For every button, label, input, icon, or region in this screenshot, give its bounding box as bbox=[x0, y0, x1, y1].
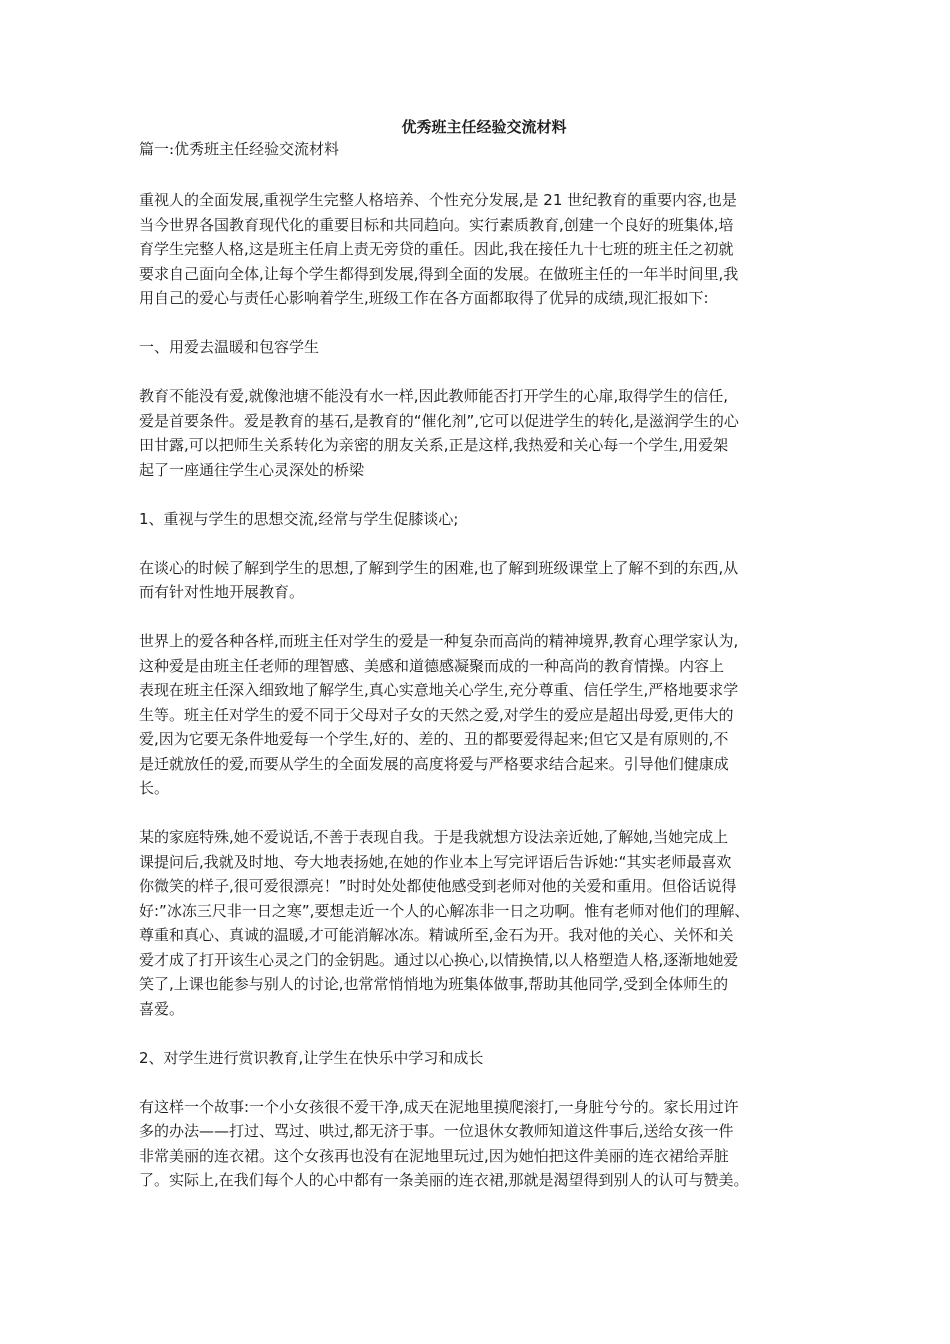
paragraph-line: 是迁就放任的爱,而要从学生的全面发展的高度将爱与严格要求结合起来。引导他们健康成 bbox=[139, 754, 729, 773]
paragraph-line: 好:”冰冻三尺非一日之寒”,要想走近一个人的心解冻非一日之功啊。惟有老师对他们的理解、 bbox=[139, 901, 750, 920]
body-paragraph bbox=[139, 629, 829, 801]
paragraph-line: 要求自己面向全体,让每个学生都得到发展,得到全面的发展。在做班主任的一年半时间里,我 bbox=[139, 264, 739, 283]
paragraph-line: 育学生完整人格,这是班主任肩上责无旁贷的重任。因此,我在接任九十七班的班主任之初就 bbox=[139, 240, 734, 258]
paragraph-line: 笑了,上课也能参与别人的讨论,也常常悄悄地为班集体做事,帮助其他同学,受到全体师生的 bbox=[139, 975, 729, 993]
paragraph-line: 表现在班主任深入细致地了解学生,真心实意地关心学生,充分尊重、信任学生,严格地要求学 bbox=[139, 681, 739, 699]
paragraph-line: 用自己的爱心与责任心影响着学生,班级工作在各方面都取得了优异的成绩,现汇报如下: bbox=[139, 289, 709, 307]
paragraph-line: 而有针对性地开展教育。 bbox=[139, 583, 305, 601]
document-subtitle: 篇一:优秀班主任经验交流材料 bbox=[139, 140, 340, 158]
paragraph-line: 爱,因为它要无条件地爱每一个学生,好的、差的、丑的都要爱得起来;但它又是有原则的,不 bbox=[139, 730, 729, 748]
paragraph-line: 有这样一个故事:一个小女孩很不爱干净,成天在泥地里摸爬滚打,一身脏兮兮的。家长用过许 bbox=[139, 1097, 739, 1116]
section-heading: 一、用爱去温暖和包容学生 bbox=[139, 338, 320, 356]
section-heading: 2、对学生进行赏识教育,让学生在快乐中学习和成长 bbox=[139, 1048, 484, 1067]
paragraph-line: 当今世界各国教育现代化的重要目标和共同趋向。实行素质教育,创建一个良好的班集体,培 bbox=[139, 215, 734, 234]
paragraph-line: 了。实际上,在我们每个人的心中都有一条美丽的连衣裙,那就是渴望得到别人的认可与赞美。 bbox=[139, 1171, 749, 1189]
paragraph-line: 这种爱是由班主任老师的理智感、美感和道德感凝聚而成的一种高尚的教育情操。内容上 bbox=[139, 656, 725, 675]
paragraph-line: 非常美丽的连衣裙。这个女孩再也没有在泥地里玩过,因为她怕把这件美丽的连衣裙给弄脏 bbox=[139, 1146, 729, 1165]
body-paragraph bbox=[139, 556, 829, 605]
paragraph-line: 生等。班主任对学生的爱不同于父母对子女的天然之爱,对学生的爱应是超出母爱,更伟大的 bbox=[139, 705, 734, 724]
paragraph-line: 起了一座通往学生心灵深处的桥梁 bbox=[139, 460, 365, 479]
paragraph-line: 世界上的爱各种各样,而班主任对学生的爱是一种复杂而高尚的精神境界,教育心理学家认为, bbox=[139, 632, 739, 650]
paragraph-line: 教育不能没有爱,就像池塘不能没有水一样,因此教师能否打开学生的心扉,取得学生的信任, bbox=[139, 387, 729, 405]
body-paragraph bbox=[139, 825, 829, 1021]
document-body bbox=[139, 188, 829, 1193]
paragraph-line: 喜爱。 bbox=[139, 999, 185, 1018]
paragraph-line: 你微笑的样子,很可爱很漂亮！”时时处处都使他感受到老师对他的关爱和重用。但俗话说得 bbox=[139, 877, 737, 895]
paragraph-line: 长。 bbox=[139, 779, 170, 797]
body-paragraph bbox=[139, 384, 829, 482]
section-heading: 1、重视与学生的思想交流,经常与学生促膝谈心; bbox=[139, 509, 459, 528]
document-title: 优秀班主任经验交流材料 bbox=[401, 118, 567, 136]
paragraph-line: 爱才成了打开该生心灵之门的金钥匙。通过以心换心,以情换情,以人格塑造人格,逐渐地她爱 bbox=[139, 950, 739, 969]
paragraph-line: 田甘露,可以把师生关系转化为亲密的朋友关系,正是这样,我热爱和关心每一个学生,用爱架 bbox=[139, 436, 729, 454]
paragraph-line: 课提问后,我就及时地、夸大地表扬她,在她的作业本上写完评语后告诉她:“其实老师最喜欢 bbox=[139, 852, 732, 871]
body-paragraph bbox=[139, 188, 829, 311]
document-page bbox=[139, 116, 829, 1217]
paragraph-line: 某的家庭特殊,她不爱说话,不善于表现自我。于是我就想方设法亲近她,了解她,当她完成上 bbox=[139, 828, 729, 846]
paragraph-line: 爱是首要条件。爱是教育的基石,是教育的“催化剂”,它可以促进学生的转化,是滋润学生的心 bbox=[139, 411, 739, 430]
paragraph-line: 重视人的全面发展,重视学生完整人格培养、个性充分发展,是 21 世纪教育的重要内容,也是 bbox=[139, 191, 737, 209]
paragraph-line: 在谈心的时候了解到学生的思想,了解到学生的困难,也了解到班级课堂上了解不到的东西,从 bbox=[139, 558, 739, 577]
paragraph-line: 多的办法——打过、骂过、哄过,都无济于事。一位退休女教师知道这件事后,送给女孩一件 bbox=[139, 1122, 734, 1140]
paragraph-line: 尊重和真心、真诚的温暖,才可能消解冰冻。精诚所至,金石为开。我对他的关心、关怀和关 bbox=[139, 926, 734, 944]
body-paragraph bbox=[139, 1095, 829, 1193]
